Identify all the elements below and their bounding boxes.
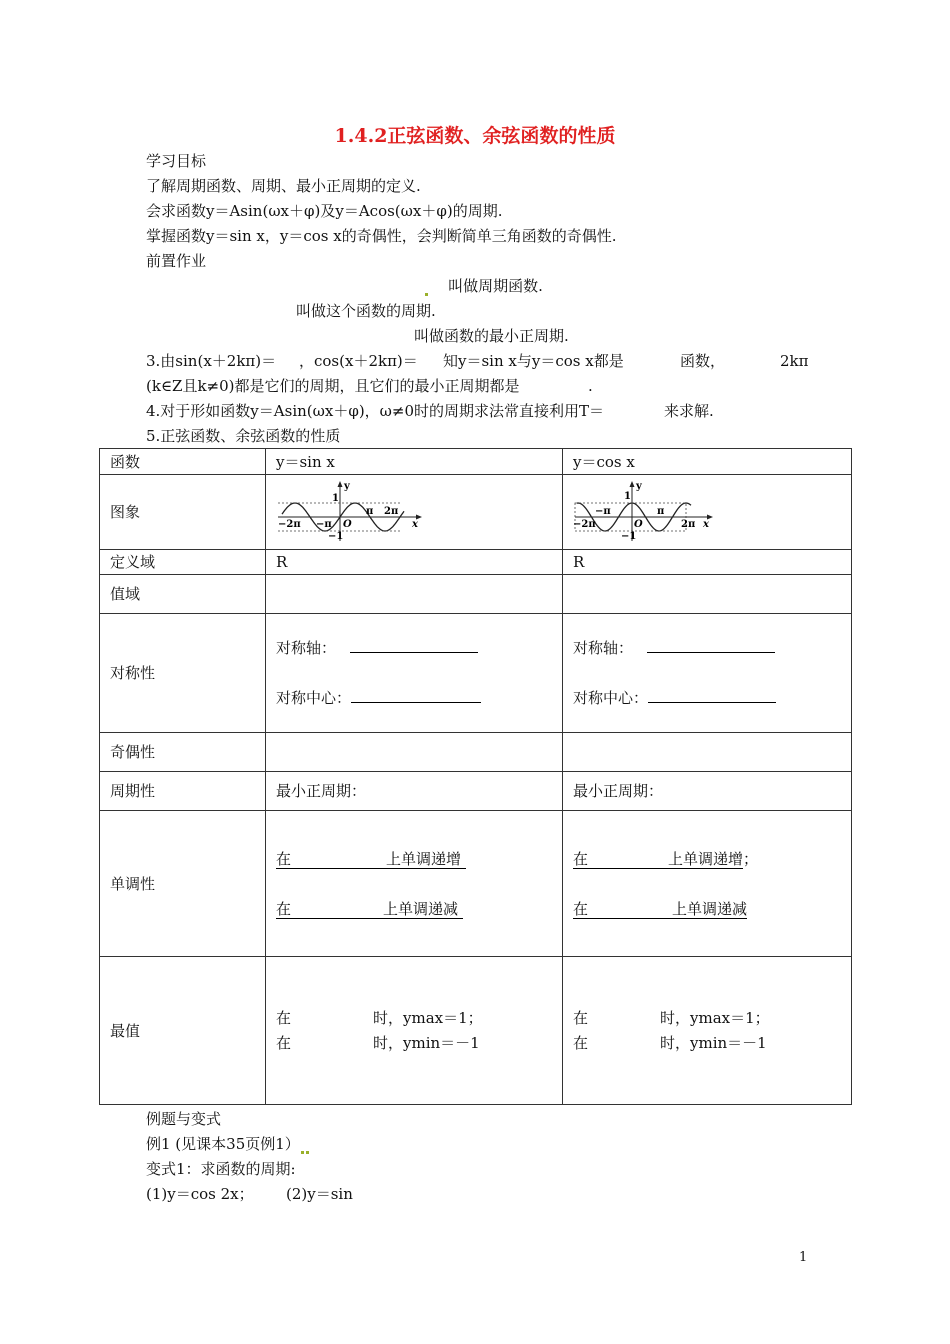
variant-q2: (2)y＝sin: [286, 1185, 353, 1203]
2pi-label: 2π: [384, 506, 399, 517]
page-title: 1.4.2正弦函数、余弦函数的性质: [334, 125, 616, 147]
preview-line-2: 叫做这个函数的周期.: [296, 302, 436, 320]
mark-icon: [306, 1151, 309, 1154]
origin-label: O: [343, 519, 352, 530]
neg-2pi-label: −2π: [573, 519, 596, 530]
max-text: 时，ymax＝1；: [373, 1009, 483, 1027]
neg-one-label: −1: [621, 531, 637, 542]
axis-blank[interactable]: [647, 638, 775, 653]
sin-parity: [266, 733, 563, 772]
preview-q3-end: .: [588, 377, 593, 395]
preview-q3-cont: (k∈Z且k≠0)都是它们的周期，且它们的最小正周期都是: [146, 377, 520, 395]
row-label: 函数: [100, 449, 266, 475]
preview-heading: 前置作业: [146, 252, 207, 270]
preview-q3-c: 知y＝sin x与y＝cos x都是: [443, 352, 624, 370]
preview-line-1: 叫做周期函数.: [424, 276, 543, 296]
table-row: [100, 449, 852, 475]
min-text: 时，ymin＝－1: [660, 1034, 767, 1052]
neg-2pi-label: −2π: [278, 519, 301, 530]
preview-line-3: 叫做函数的最小正周期.: [414, 327, 569, 345]
neg-pi-label: −π: [595, 506, 611, 517]
table-row: [100, 733, 852, 772]
neg-pi-label: −π: [316, 519, 332, 530]
row-label: 图象: [100, 475, 266, 550]
table-row: [100, 614, 852, 733]
goal-3: 掌握函数y＝sin x，y＝cos x的奇偶性，会判断简单三角函数的奇偶性.: [146, 227, 617, 245]
y-label: y: [636, 481, 642, 492]
row-label: 定义域: [100, 550, 266, 575]
cos-monotonicity: 在 上单调递增； 在 上单调递减: [563, 811, 852, 957]
table-row: [100, 957, 852, 1105]
table-row: [100, 772, 852, 811]
cos-domain: R: [563, 550, 852, 575]
cos-extreme: 在 时，ymax＝1； 在 时，ymin＝－1: [563, 957, 852, 1105]
row-label: 对称性: [100, 614, 266, 733]
center-blank[interactable]: [648, 688, 776, 703]
sin-graph: [276, 481, 426, 543]
preview-q4-b: 来求解.: [664, 402, 714, 420]
properties-table: [99, 448, 852, 1105]
inc-interval: 在 上单调递增: [573, 849, 744, 868]
one-label: 1: [332, 493, 339, 504]
x-label: x: [703, 519, 709, 530]
sin-period: 最小正周期：: [266, 772, 563, 811]
2pi-label: 2π: [681, 519, 696, 530]
preview-q3-a: 3.由sin(x＋2kπ)＝: [146, 352, 277, 370]
cos-parity: [563, 733, 852, 772]
inc-interval: 在 上单调递增: [276, 850, 466, 869]
examples-heading: 例题与变式: [146, 1110, 222, 1128]
mark-icon: [425, 293, 428, 296]
variant-1: 变式1：求函数的周期:: [146, 1160, 296, 1178]
pi-label: π: [657, 506, 665, 517]
center-label: 对称中心：: [573, 689, 649, 707]
preview-q3-e: 2kπ: [780, 352, 809, 370]
pi-label: π: [366, 506, 374, 517]
goal-1: 了解周期函数、周期、最小正周期的定义.: [146, 177, 421, 195]
one-label: 1: [624, 491, 631, 502]
neg-one-label: −1: [328, 531, 344, 542]
max-text: 时，ymax＝1；: [660, 1009, 770, 1027]
cos-graph: [573, 481, 723, 543]
goal-2: 会求函数y＝Asin(ωx＋φ)及y＝Acos(ωx＋φ)的周期.: [146, 202, 503, 220]
sin-domain: R: [266, 550, 563, 575]
min-text: 时，ymin＝－1: [373, 1034, 480, 1052]
sin-header: y＝sin x: [266, 449, 563, 475]
preview-q3-d: 函数，: [680, 352, 726, 370]
page-number: 1: [799, 1250, 808, 1265]
row-label: 最值: [100, 957, 266, 1105]
x-label: x: [412, 519, 418, 530]
axis-label: 对称轴：: [276, 639, 337, 657]
row-label: 值域: [100, 575, 266, 614]
cos-symmetry: [563, 614, 852, 733]
y-axis-arrow-icon: [338, 481, 343, 487]
sin-monotonicity: [266, 811, 563, 957]
variant-q1: (1)y＝cos 2x；: [146, 1185, 254, 1203]
table-row: [100, 550, 852, 575]
row-label: 单调性: [100, 811, 266, 957]
table-row: [100, 475, 852, 550]
y-label: y: [344, 481, 350, 492]
center-blank[interactable]: [351, 688, 481, 703]
table-row: [100, 575, 852, 614]
example-1: 例1 (见课本35页例1）: [146, 1134, 310, 1154]
dec-interval: 在 上单调递减: [573, 899, 748, 918]
goals-heading: 学习目标: [146, 152, 207, 170]
sin-range: [266, 575, 563, 614]
axis-label: 对称轴：: [573, 639, 634, 657]
table-row: [100, 811, 852, 957]
sin-symmetry: [266, 614, 563, 733]
preview-q3-b: ，cos(x＋2kπ)＝: [299, 352, 418, 370]
center-label: 对称中心：: [276, 689, 352, 707]
cos-period: 最小正周期：: [563, 772, 852, 811]
y-axis-arrow-icon: [630, 481, 635, 487]
origin-label: O: [634, 519, 643, 530]
axis-blank[interactable]: [350, 638, 478, 653]
sin-extreme: 在 时，ymax＝1； 在 时，ymin＝－1: [266, 957, 563, 1105]
cos-range: [563, 575, 852, 614]
preview-q4-a: 4.对于形如函数y＝Asin(ωx＋φ)，ω≠0时的周期求法常直接利用T＝: [146, 402, 605, 420]
cos-graph-cell: [563, 475, 852, 550]
row-label: 周期性: [100, 772, 266, 811]
mark-icon: [301, 1151, 304, 1154]
preview-q5: 5.正弦函数、余弦函数的性质: [146, 427, 341, 445]
row-label: 奇偶性: [100, 733, 266, 772]
dec-interval: 在 上单调递减: [276, 900, 463, 919]
sin-graph-cell: [266, 475, 563, 550]
cos-header: y＝cos x: [563, 449, 852, 475]
